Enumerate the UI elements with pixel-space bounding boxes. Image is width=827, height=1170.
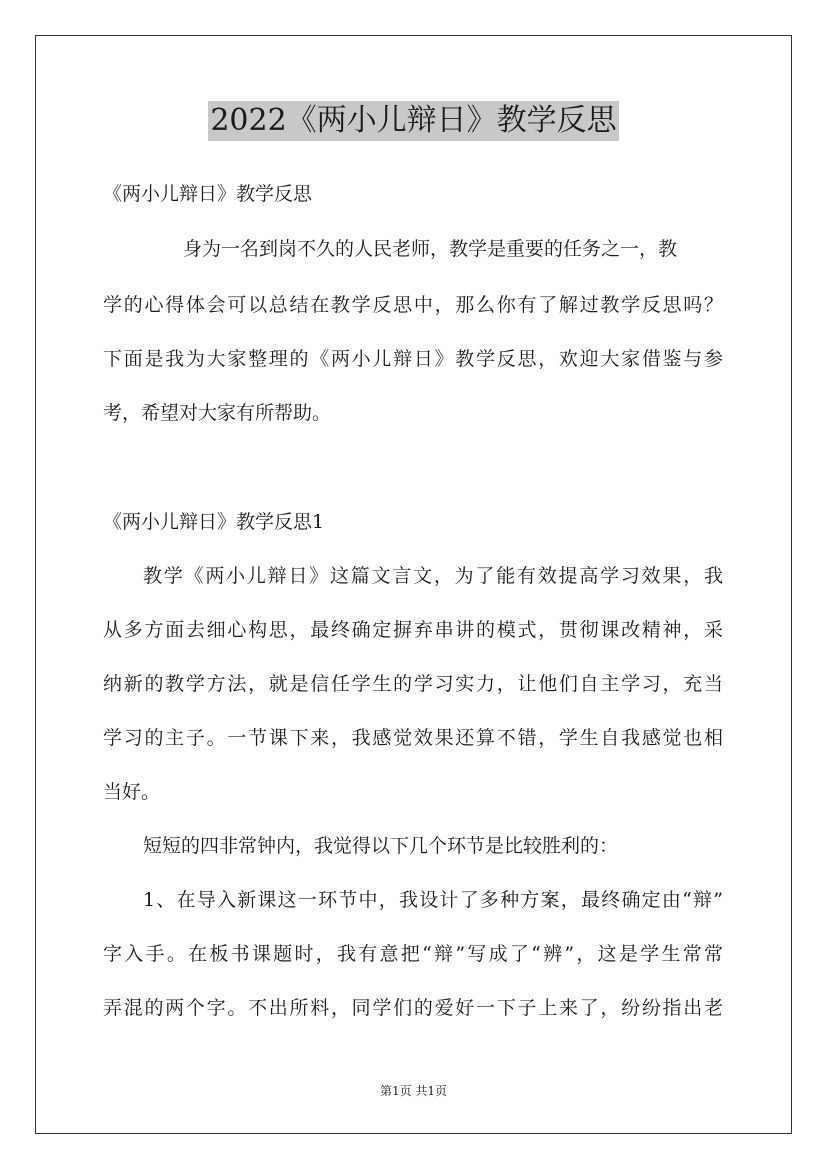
intro-line-4: 考，希望对大家有所帮助。: [103, 402, 332, 424]
para2-line: 短短的四非常钟内，我觉得以下几个环节是比较胜利的：: [143, 835, 619, 857]
para1-line-5: 当好。: [103, 781, 161, 803]
document-title: 2022《两小儿辩日》教学反思: [208, 101, 618, 141]
intro-line-3: 下面是我为大家整理的《两小儿辩日》教学反思，欢迎大家借鉴与参: [103, 348, 723, 370]
section-heading: 《两小儿辩日》教学反思1: [103, 511, 325, 533]
title-container: [0, 101, 827, 141]
para3-line-1: 1、在导入新课这一环节中，我设计了多种方案，最终确定由“辩”: [143, 889, 723, 911]
page-footer: 第1页 共1页: [379, 1084, 448, 1098]
para3-line-3: 弄混的两个字。不出所料，同学们的爱好一下子上来了，纷纷指出老: [103, 997, 723, 1019]
para1-line-3: 纳新的教学方法，就是信任学生的学习实力，让他们自主学习，充当: [103, 673, 723, 695]
document-subtitle: 《两小儿辩日》教学反思: [103, 183, 313, 205]
para3-line-2: 字入手。在板书课题时，我有意把“辩”写成了“辨”，这是学生常常: [103, 943, 723, 965]
para1-line-4: 学习的主子。一节课下来，我感觉效果还算不错，学生自我感觉也相: [103, 727, 723, 749]
para1-line-2: 从多方面去细心构思，最终确定摒弃串讲的模式，贯彻课改精神，采: [103, 619, 723, 641]
para1-line-1: 教学《两小儿辩日》这篇文言文，为了能有效提高学习效果，我: [143, 565, 723, 587]
intro-line-2: 学的心得体会可以总结在教学反思中，那么你有了解过教学反思吗？: [103, 294, 723, 316]
intro-line-1: 身为一名到岗不久的人民老师，教学是重要的任务之一，教: [183, 238, 678, 260]
